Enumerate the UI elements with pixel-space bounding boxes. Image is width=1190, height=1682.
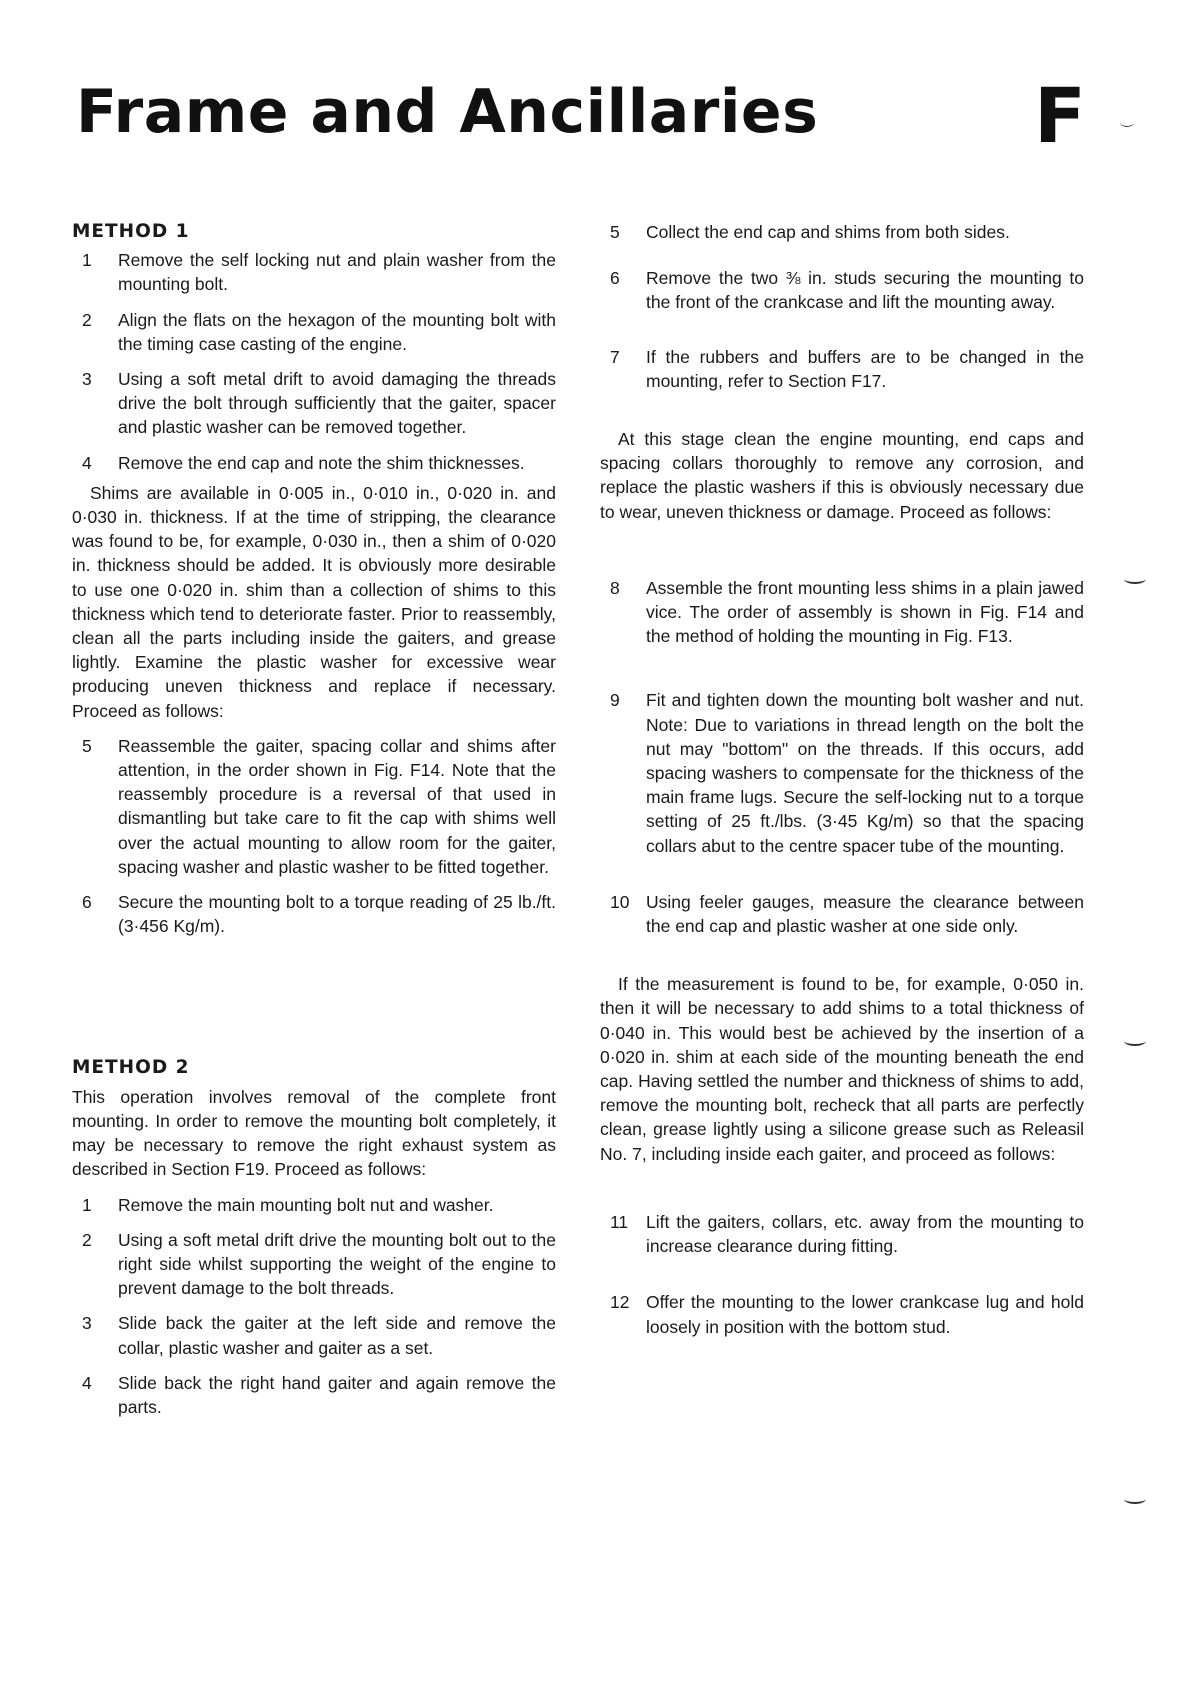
step-number: 5 (610, 222, 620, 242)
step-number: 1 (82, 1194, 92, 1215)
margin-mark (1124, 574, 1146, 584)
step-text: Using a soft metal drift drive the mounting bolt out to the right side whilst supporting the weight of the engine to prevent damage to the bolt threads. (118, 1229, 556, 1299)
step-item (600, 688, 1084, 857)
step-item (600, 1290, 1084, 1338)
step-text: Slide back the right hand gaiter and again remove the parts. (118, 1372, 556, 1417)
margin-mark (1124, 1494, 1146, 1504)
margin-mark (1124, 1036, 1146, 1046)
step-item (72, 248, 556, 296)
method-2-section (72, 1056, 556, 1419)
step-item (72, 308, 556, 356)
step-text: Assemble the front mounting less shims in a plain jawed vice. The order of assembly is shown in Fig. F14 and the method of holding the mounting in Fig. F13. (646, 577, 1084, 647)
step-number: 3 (82, 369, 92, 390)
step-text: Using feeler gauges, measure the clearance between the end cap and plastic washer at one side only. (646, 891, 1084, 937)
step-text: Reassemble the gaiter, spacing collar and shims after attention, in the order shown in Fig. F14. Note that the reassembly procedure is a reversal of that used in dismantling but take care to fit the cap with shims well over the actual mounting to allow room for the gaiter, spacing washer and plastic washer to be fitted together. (118, 735, 556, 877)
step-text: Fit and tighten down the mounting bolt washer and nut. Note: Due to variations in thread length on the bolt the nut may "bottom" on the threads. If this occurs, add spacing washers to compensate for the thickness of the main frame lugs. Secure the self-locking nut to a torque setting of 25 ft./lbs. (3·45 Kg/m) so that the spacing collars abut to the centre spacer tube of the mounting. (646, 690, 1084, 856)
step-item (72, 1371, 556, 1419)
step-number: 10 (610, 891, 630, 912)
step-number: 8 (610, 577, 620, 598)
step-text: Secure the mounting bolt to a torque reading of 25 lb./ft. (3·456 Kg/m). (118, 892, 556, 937)
step-item (72, 734, 556, 879)
step-item (72, 367, 556, 440)
method-1-section (72, 220, 556, 938)
step-text: Remove the end cap and note the shim thicknesses. (118, 452, 525, 473)
step-item (600, 220, 1084, 244)
step-item (600, 266, 1084, 314)
step-number: 9 (610, 690, 620, 711)
section-letter: F (1034, 71, 1086, 160)
method-2-heading: METHOD 2 (72, 1057, 190, 1079)
method-1-heading: METHOD 1 (72, 221, 190, 242)
step-text: Remove the main mounting bolt nut and washer. (118, 1194, 494, 1215)
step-text: Remove the two ⅜ in. studs securing the mounting to the front of the crankcase and lift the mounting away. (646, 268, 1084, 313)
right-column (600, 220, 1084, 1350)
step-text: Slide back the gaiter at the left side and remove the collar, plastic washer and gaiter as a set. (118, 1313, 556, 1358)
step-item (72, 451, 556, 475)
step-text: Using a soft metal drift to avoid damaging the threads drive the bolt through sufficiently that the gaiter, spacer and plastic washer can be removed together. (118, 369, 556, 438)
page-title: Frame and Ancillaries (76, 77, 819, 147)
step-number: 2 (82, 309, 92, 330)
step-number: 1 (82, 250, 92, 271)
step-item (600, 576, 1084, 649)
step-number: 12 (610, 1292, 630, 1313)
step-text: Offer the mounting to the lower crankcase lug and hold loosely in position with the bottom stud. (646, 1292, 1084, 1337)
left-column (72, 220, 556, 1430)
step-item (72, 1193, 556, 1217)
step-number: 2 (82, 1229, 92, 1250)
step-number: 5 (82, 735, 92, 756)
step-item (72, 890, 556, 938)
step-item (72, 1311, 556, 1359)
shim-paragraph: Shims are available in 0·005 in., 0·010 in., 0·020 in. and 0·030 in. thickness. If at the time of stripping, the clearance was found to be, for example, 0·030 in., then a shim of 0·020 in. thickness should be added. It is obviously more desirable to use one 0·020 in. shim than a collection of shims to this thickness which tend to deteriorate faster. Prior to reassembly, clean all the parts including inside the gaiters, and grease lightly. Examine the plastic washer for excessive wear producing uneven thickness and replace if necessary. Proceed as follows: (72, 482, 556, 721)
step-number: 4 (82, 452, 92, 473)
step-number: 7 (610, 346, 620, 367)
margin-mark (1120, 118, 1134, 127)
step-text: Lift the gaiters, collars, etc. away from the mounting to increase clearance during fitting. (646, 1211, 1084, 1257)
cleaning-paragraph: At this stage clean the engine mounting, end caps and spacing collars thoroughly to remove any corrosion, and replace the plastic washers if this is obviously necessary due to wear, uneven thickness or damage. Proceed as follows: (600, 429, 1084, 522)
step-number: 3 (82, 1313, 92, 1334)
step-text: If the rubbers and buffers are to be changed in the mounting, refer to Section F17. (646, 346, 1084, 391)
step-item (600, 890, 1084, 938)
step-item (600, 345, 1084, 393)
step-number: 6 (610, 268, 620, 289)
measurement-paragraph: If the measurement is found to be, for example, 0·050 in. then it will be necessary to add shims to a total thickness of 0·040 in. This would best be achieved by the insertion of a 0·020 in. shim at each side of the mounting beneath the end cap. Having settled the number and thickness of shims to add, remove the mounting bolt, recheck that all parts are perfectly clean, grease lightly using a silicone grease such as Releasil No. 7, including inside each gaiter, and proceed as follows: (600, 974, 1084, 1164)
step-number: 4 (82, 1372, 92, 1393)
step-text: Align the flats on the hexagon of the mounting bolt with the timing case casting of the engine. (118, 309, 556, 354)
method-2-intro: This operation involves removal of the complete front mounting. In order to remove the mounting bolt completely, it may be necessary to remove the right exhaust system as described in Section F19. Proceed as follows: (72, 1086, 556, 1180)
step-text: Remove the self locking nut and plain washer from the mounting bolt. (118, 250, 556, 295)
step-number: 11 (610, 1211, 629, 1232)
step-number: 6 (82, 892, 92, 913)
step-text: Collect the end cap and shims from both sides. (646, 222, 1010, 242)
step-item (72, 1228, 556, 1301)
step-item (600, 1210, 1084, 1258)
